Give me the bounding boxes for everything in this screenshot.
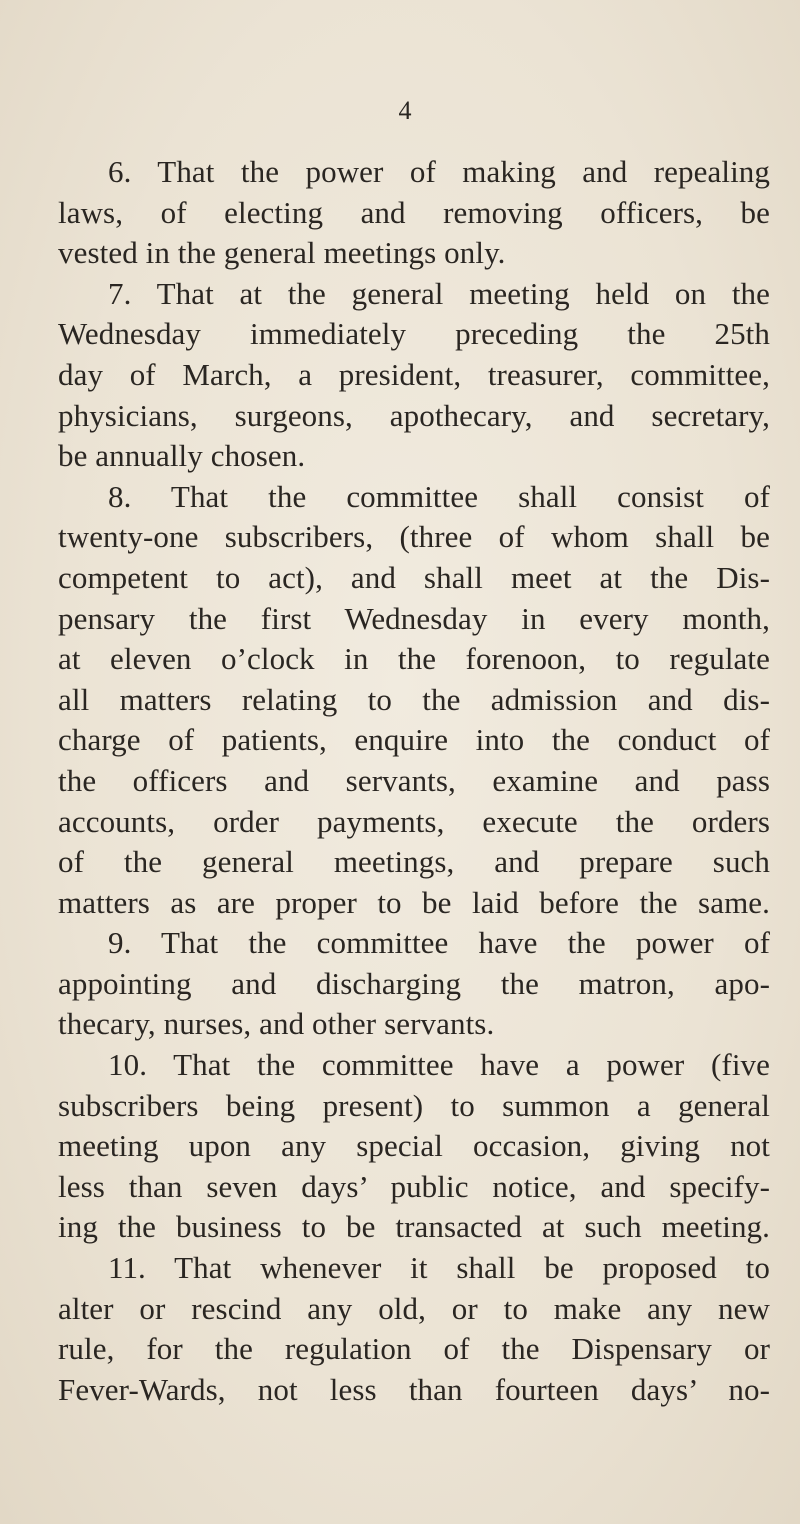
text-line: ing the business to be transacted at such meeting. — [58, 1209, 770, 1245]
text-line: accounts, order payments, execute the orders — [58, 803, 770, 839]
text-line: 11. That whenever it shall be proposed to — [108, 1250, 770, 1286]
text-line: 10. That the committee have a power (five — [108, 1047, 770, 1083]
text-line: day of March, a president, treasurer, committee, — [58, 356, 770, 392]
text-line: charge of patients, enquire into the conduct of — [58, 722, 770, 758]
text-line: laws, of electing and removing officers, be — [58, 194, 770, 230]
text-line: rule, for the regulation of the Dispensary or — [58, 1331, 770, 1367]
text-line: at eleven o’clock in the forenoon, to regulate — [58, 641, 770, 677]
text-line: Wednesday immediately preceding the 25th — [58, 316, 770, 352]
text-line: 8. That the committee shall consist of — [108, 478, 770, 514]
text-line: thecary, nurses, and other servants. — [58, 1006, 495, 1042]
page-number: 4 — [398, 96, 412, 125]
text-line: be annually chosen. — [58, 438, 306, 474]
text-line: physicians, surgeons, apothecary, and secretary, — [58, 397, 770, 433]
text-line: Fever-Wards, not less than fourteen days’ no- — [58, 1371, 770, 1407]
text-line: pensary the first Wednesday in every month, — [58, 600, 770, 636]
text-line: the officers and servants, examine and pass — [58, 762, 770, 798]
text-line: alter or rescind any old, or to make any new — [58, 1290, 770, 1326]
text-line: all matters relating to the admission and dis- — [58, 681, 770, 717]
text-line: 7. That at the general meeting held on the — [108, 275, 770, 311]
text-line: 9. That the committee have the power of — [108, 925, 770, 961]
text-line: appointing and discharging the matron, apo- — [58, 965, 770, 1001]
text-line: of the general meetings, and prepare such — [58, 844, 770, 880]
text-line: twenty-one subscribers, (three of whom shall be — [58, 519, 770, 555]
text-line: meeting upon any special occasion, giving not — [58, 1128, 770, 1164]
text-line: competent to act), and shall meet at the Dis- — [58, 559, 770, 595]
text-line: less than seven days’ public notice, and specify- — [58, 1168, 770, 1204]
body-text — [58, 152, 770, 1410]
text-line: subscribers being present) to summon a general — [58, 1087, 770, 1123]
text-line: 6. That the power of making and repealing — [108, 154, 770, 189]
text-line: matters as are proper to be laid before the same. — [58, 884, 770, 920]
text-line: vested in the general meetings only. — [58, 235, 506, 271]
